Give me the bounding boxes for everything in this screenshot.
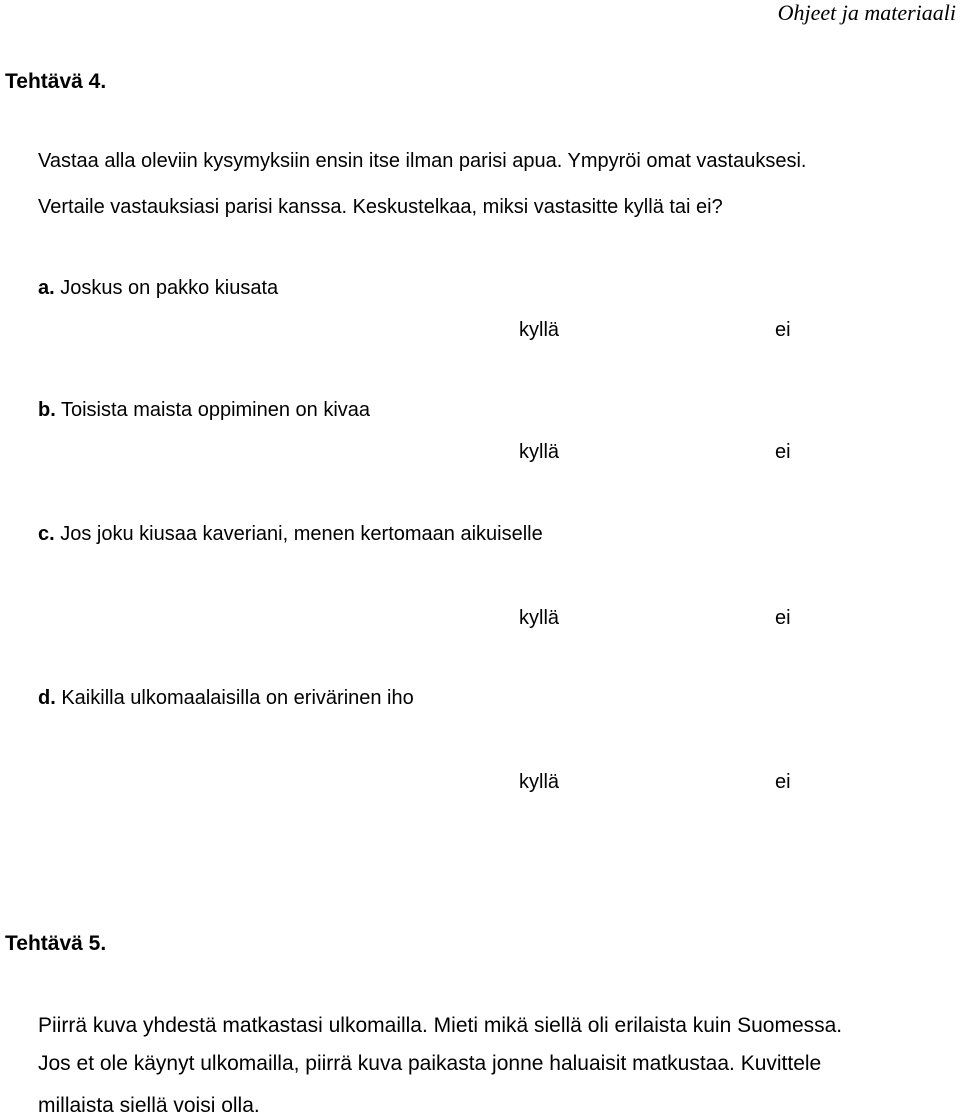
task-4-instruction-line-1: Vastaa alla oleviin kysymyksiin ensin itse ilman parisi apua. Ympyröi omat vastauksesi. xyxy=(38,150,807,172)
question-letter: a. xyxy=(38,277,55,299)
question-text: Kaikilla ulkomaalaisilla on erivärinen iho xyxy=(61,687,414,709)
task-5-line-1: Piirrä kuva yhdestä matkastasi ulkomailla. Mieti mikä siellä oli erilaista kuin Suomessa. xyxy=(38,1014,843,1037)
question-letter: b. xyxy=(38,399,56,421)
task-4-instruction-line-2: Vertaile vastauksiasi parisi kanssa. Keskustelkaa, miksi vastasitte kyllä tai ei? xyxy=(38,196,723,218)
question-c xyxy=(38,522,543,546)
task-4-heading: Tehtävä 4. xyxy=(5,70,107,93)
answer-no-a[interactable]: ei xyxy=(775,319,791,341)
answer-yes-d[interactable]: kyllä xyxy=(519,771,560,793)
task-5-heading: Tehtävä 5. xyxy=(5,932,107,955)
question-a xyxy=(38,276,278,300)
question-text: Toisista maista oppiminen on kivaa xyxy=(60,399,371,421)
answer-no-b[interactable]: ei xyxy=(775,441,791,463)
answer-no-c[interactable]: ei xyxy=(775,607,791,629)
answer-no-d[interactable]: ei xyxy=(775,771,791,793)
question-letter: c. xyxy=(38,523,55,545)
question-letter: d. xyxy=(38,687,56,709)
task-5-line-2: Jos et ole käynyt ulkomailla, piirrä kuva paikasta jonne haluaisit matkustaa. Kuvittele xyxy=(38,1052,822,1075)
task-5-line-3: millaista siellä voisi olla. xyxy=(38,1094,260,1117)
answer-yes-c[interactable]: kyllä xyxy=(519,607,560,629)
header-title: Ohjeet ja materiaali xyxy=(777,0,956,25)
question-text: Joskus on pakko kiusata xyxy=(60,277,279,299)
answer-yes-a[interactable]: kyllä xyxy=(519,319,560,341)
question-b xyxy=(38,398,370,422)
answer-yes-b[interactable]: kyllä xyxy=(519,441,560,463)
question-d xyxy=(38,686,414,710)
question-text: Jos joku kiusaa kaveriani, menen kertomaan aikuiselle xyxy=(60,523,543,545)
